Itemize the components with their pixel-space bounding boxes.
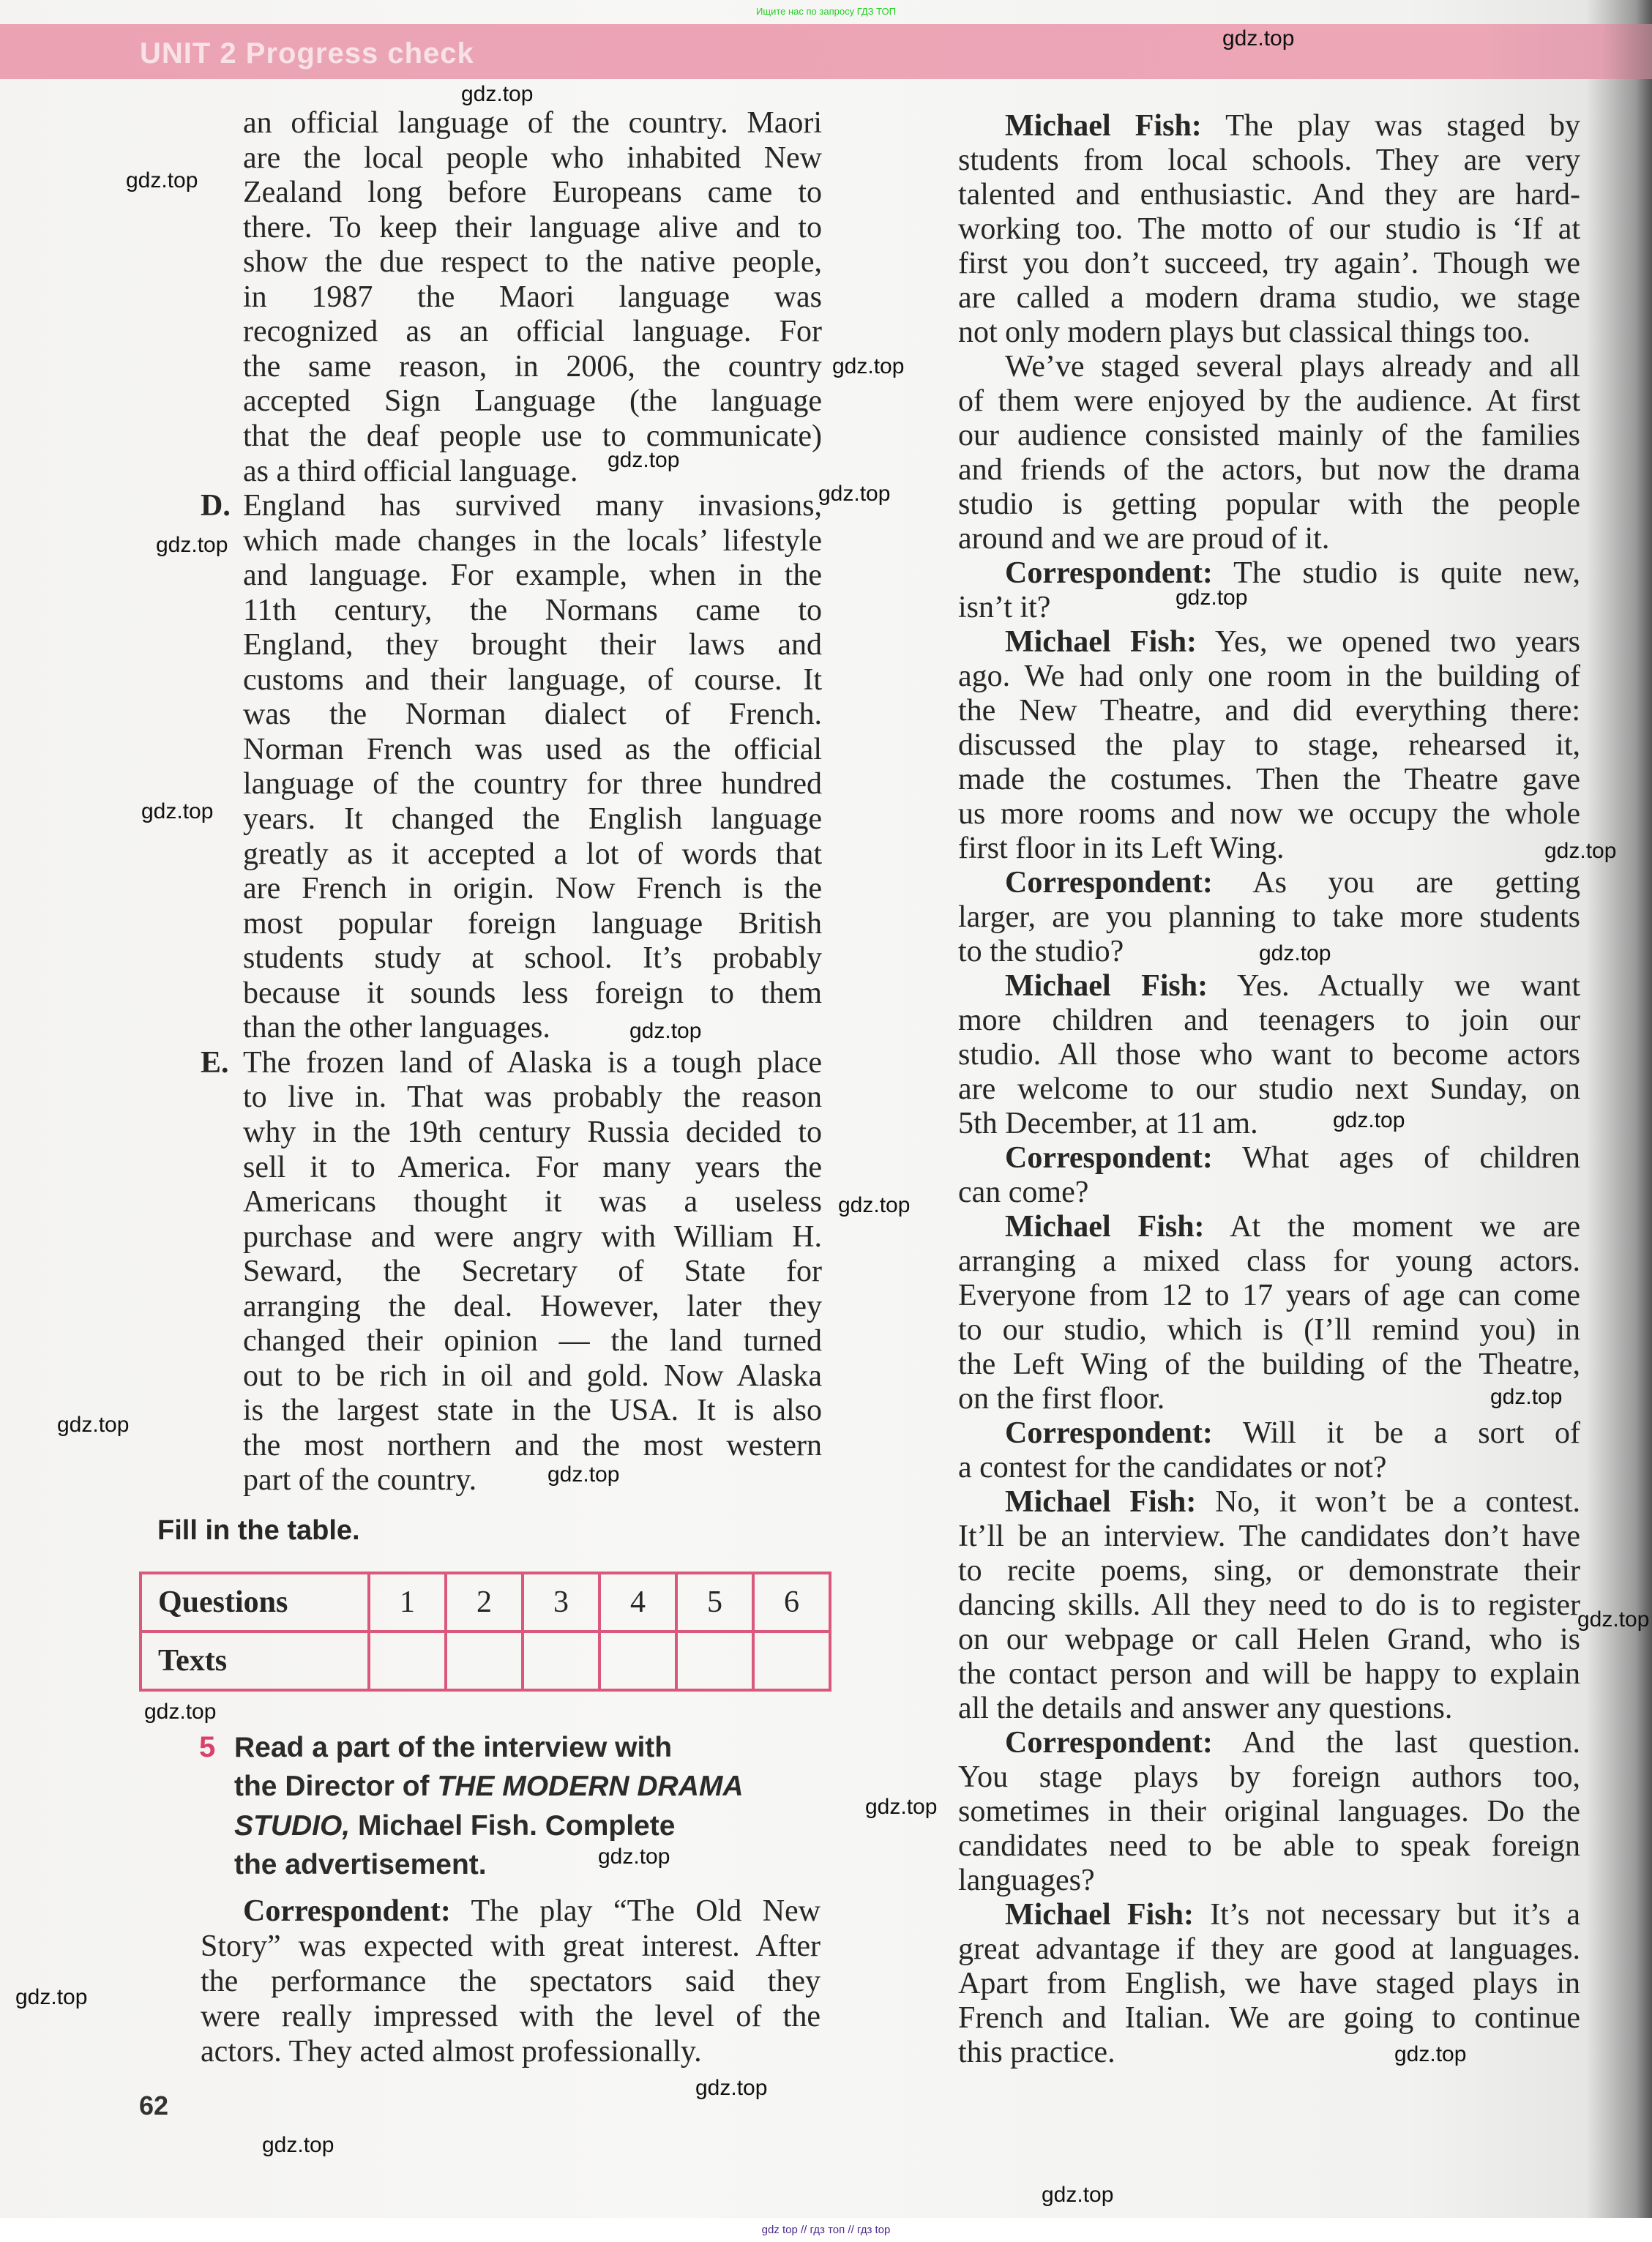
watermark-text: gdz.top (141, 799, 214, 823)
speaker-name: Michael Fish: (1005, 1210, 1205, 1244)
interview-line (1005, 349, 1580, 384)
text-line (243, 627, 822, 662)
text-line (243, 558, 822, 593)
line-text: students study at school. It’s probably (243, 941, 822, 976)
speaker-name: Michael Fish: (1005, 1485, 1197, 1519)
line-text: all the details and answer any questions. (958, 1692, 1453, 1725)
text-line (243, 697, 822, 732)
line-text: this practice. (958, 2036, 1115, 2069)
line-text: and friends of the actors, but now the drama (958, 453, 1580, 487)
text-answer-cell (446, 1632, 523, 1690)
interview-line (1005, 1140, 1580, 1176)
interview-line (201, 1999, 821, 2034)
interview-line (1005, 1484, 1580, 1520)
text-line (243, 801, 822, 837)
line-text: isn’t it? (958, 591, 1051, 624)
line-text: England, they brought their laws and (243, 628, 822, 662)
line-text: Will it be a sort of (1212, 1416, 1580, 1450)
text-line (243, 314, 822, 349)
text-line (243, 244, 822, 280)
text-line (243, 523, 822, 558)
line-text: Yes, we opened two years (1197, 625, 1580, 659)
text-line (243, 1010, 822, 1045)
text-line (243, 1080, 822, 1115)
speaker-name: Correspondent: (1005, 1726, 1213, 1760)
line-text: are the local people who inhabited New (243, 141, 822, 175)
interview-line (243, 1894, 821, 1929)
line-text: first you don’t succeed, try again’. Though we (958, 247, 1580, 280)
line-text: to our studio, which is (I’ll remind you) in (958, 1313, 1580, 1347)
line-text: purchase and were angry with William H. (243, 1219, 822, 1254)
interview-line (1005, 1209, 1580, 1244)
interview-line (958, 384, 1580, 419)
line-text: Apart from English, we have staged plays in (958, 1967, 1580, 2000)
text-line (243, 1323, 822, 1359)
question-cell: 1 (369, 1573, 446, 1632)
unit-header-band (0, 24, 1652, 79)
watermark-text: gdz.top (461, 82, 534, 106)
line-text: Yes. Actually we want (1208, 969, 1580, 1003)
watermark-text: gdz.top (695, 2076, 768, 2100)
speaker-name: Correspondent: (1005, 1416, 1213, 1450)
watermark-text: gdz.top (1490, 1385, 1563, 1409)
text-line (243, 941, 822, 976)
line-text: is the largest state in the USA. It is also (243, 1394, 822, 1428)
interview-line (958, 728, 1580, 763)
line-text: of them were enjoyed by the audience. At first (958, 384, 1580, 418)
watermark-text: gdz.top (156, 533, 228, 557)
line-text: ago. We had only one room in the building of (958, 659, 1580, 693)
line-text: first floor in its Left Wing. (958, 832, 1285, 865)
line-text: the Left Wing of the building of the Theatre, (958, 1348, 1580, 1381)
text-answer-cell (676, 1632, 753, 1690)
answer-table (139, 1572, 831, 1692)
text-line (243, 1045, 822, 1080)
line-text: and language. For example, when in the (243, 558, 822, 593)
line-text: to the studio? (958, 935, 1124, 968)
studio-name: THE MODERN DRAMA (437, 1771, 744, 1802)
exercise-number: 5 (199, 1731, 216, 1763)
speaker-name: Correspondent: (243, 1894, 451, 1928)
interview-line (958, 452, 1580, 487)
line-text: our audience consisted mainly of the families (958, 419, 1580, 452)
line-text: were really impressed with the level of the (201, 1999, 821, 2033)
line-text: What ages of children (1212, 1141, 1580, 1175)
line-text: the same reason, in 2006, the country (243, 349, 822, 384)
line-text: an official language of the country. Maori (243, 106, 822, 140)
line-text: studio. All those who want to become actors (958, 1038, 1580, 1072)
text-line (243, 349, 822, 384)
text-answer-cell (599, 1632, 676, 1690)
text-line (243, 732, 822, 767)
interview-line (958, 1347, 1580, 1382)
interview-line (1005, 1416, 1580, 1451)
interview-line (958, 246, 1580, 281)
text-line (243, 1219, 822, 1255)
line-text: made the costumes. Then the Theatre gave (958, 763, 1580, 796)
interview-line (958, 1106, 1580, 1141)
interview-line (958, 521, 1580, 556)
line-text: working too. The motto of our studio is ‘If at (958, 212, 1580, 246)
line-text: It’ll be an interview. The candidates don’t have (958, 1520, 1580, 1553)
line-text: are welcome to our studio next Sunday, on (958, 1072, 1580, 1106)
page-number: 62 (139, 2090, 169, 2120)
line-text: Americans thought it was a useless (243, 1185, 822, 1219)
interview-line (958, 212, 1580, 247)
line-text: can come? (958, 1176, 1089, 1209)
text-line (243, 1289, 822, 1324)
text-line (243, 662, 822, 698)
interview-line (958, 1519, 1580, 1554)
line-text: The studio is quite new, (1212, 556, 1580, 590)
line-text: to recite poems, sing, or demonstrate their (958, 1554, 1580, 1588)
interview-line (1005, 108, 1580, 143)
text-line (243, 1393, 822, 1428)
exercise-instruction-line (234, 1810, 675, 1842)
line-text: the contact person and will be happy to explain (958, 1657, 1580, 1691)
watermark-text: gdz.top (15, 1985, 88, 2009)
line-text: arranging a mixed class for young actors. (958, 1244, 1580, 1278)
interview-line (958, 280, 1580, 315)
watermark-text: gdz.top (1176, 586, 1248, 610)
question-cell: 2 (446, 1573, 523, 1632)
top-search-note: Ищите нас по запросу ГДЗ ТОП (756, 6, 896, 17)
line-text: larger, are you planning to take more students (958, 900, 1580, 934)
interview-line (958, 1175, 1580, 1210)
line-text: because it sounds less foreign to them (243, 976, 822, 1010)
interview-line (958, 1450, 1580, 1485)
texts-row (141, 1632, 830, 1690)
line-text: changed their opinion — the land turned (243, 1324, 822, 1359)
line-text: 5th December, at 11 am. (958, 1107, 1258, 1140)
texts-header: Texts (141, 1632, 369, 1690)
text-line (243, 210, 822, 245)
watermark-text: gdz.top (629, 1019, 702, 1043)
interview-line (958, 177, 1580, 212)
line-text: discussed the play to stage, rehearsed it, (958, 728, 1580, 762)
exercise-instruction-line: the advertisement. (234, 1849, 487, 1880)
text-line (243, 105, 822, 141)
unit-title: UNIT 2 Progress check (140, 37, 474, 70)
line-text: there. To keep their language alive and to (243, 210, 822, 244)
line-text: Zealand long before Europeans came to (243, 176, 822, 210)
section-label: D. (201, 489, 231, 523)
line-text: great advantage if they are good at languages. (958, 1932, 1580, 1966)
line-text: studio is getting popular with the people (958, 487, 1580, 521)
interview-line (958, 796, 1580, 832)
interview-line (958, 762, 1580, 797)
interview-line (958, 2035, 1580, 2070)
text-line (243, 280, 822, 315)
line-text: As you are getting (1212, 866, 1580, 900)
interview-line (958, 831, 1580, 866)
interview-line (1005, 968, 1580, 1004)
line-text: At the moment we are (1204, 1210, 1580, 1244)
interview-line (958, 693, 1580, 728)
line-text: are French in origin. Now French is the (243, 872, 822, 906)
speaker-name: Correspondent: (1005, 556, 1213, 590)
line-text: sell it to America. For many years the (243, 1150, 822, 1184)
exercise-instruction-line: Read a part of the interview with (234, 1732, 673, 1763)
speaker-name: Michael Fish: (1005, 109, 1202, 143)
line-text: not only modern plays but classical things too. (958, 315, 1530, 349)
line-text: to live in. That was probably the reason (243, 1080, 822, 1115)
table-instruction: Fill in the table. (157, 1515, 360, 1546)
interview-line (958, 1312, 1580, 1348)
line-text: most popular foreign language British (243, 906, 822, 941)
line-text: customs and their language, of course. It (243, 662, 822, 697)
interview-line (1005, 865, 1580, 900)
watermark-text: gdz.top (865, 1795, 938, 1819)
line-text: Seward, the Secretary of State for (243, 1255, 822, 1289)
footer-links: gdz top // гдз топ // гдз top (761, 2224, 891, 2236)
questions-header: Questions (141, 1573, 369, 1632)
watermark-text: gdz.top (598, 1845, 670, 1869)
interview-line (958, 1037, 1580, 1072)
interview-line (201, 1964, 821, 1999)
interview-line (958, 487, 1580, 522)
line-text: 11th century, the Normans came to (243, 593, 822, 627)
line-text: dancing skills. All they need to do is to register (958, 1588, 1580, 1622)
interview-line (958, 418, 1580, 453)
question-cell: 6 (753, 1573, 830, 1632)
line-text: The play was staged by (1201, 109, 1581, 143)
interview-line (958, 590, 1580, 625)
speaker-name: Michael Fish: (1005, 625, 1197, 659)
question-cell: 3 (523, 1573, 599, 1632)
text-line (243, 871, 822, 906)
line-text: And the last question. (1212, 1726, 1580, 1760)
interview-line (958, 1828, 1580, 1864)
line-text: candidates need to be able to speak foreign (958, 1829, 1580, 1863)
line-text: which made changes in the locals’ lifestyle (243, 523, 822, 558)
interview-line (958, 1553, 1580, 1588)
line-text: out to be rich in oil and gold. Now Alaska (243, 1359, 822, 1393)
text-line (243, 1150, 822, 1185)
interview-line (1005, 624, 1580, 659)
interview-line (201, 2034, 821, 2069)
watermark-text: gdz.top (1259, 941, 1331, 965)
line-text: more children and teenagers to join our (958, 1004, 1580, 1037)
interview-line (958, 1691, 1580, 1726)
text-line (243, 1428, 822, 1463)
instruction-text: the Director of (234, 1771, 438, 1802)
text-line (243, 454, 822, 489)
text-line (243, 1359, 822, 1394)
instruction-text: Michael Fish. Complete (350, 1810, 676, 1842)
line-text: It’s not necessary but it’s a (1193, 1898, 1580, 1932)
interview-line (958, 1863, 1580, 1898)
line-text: sometimes in their original languages. Do the (958, 1795, 1580, 1828)
line-text: in 1987 the Maori language was (243, 280, 822, 314)
interview-line (958, 1794, 1580, 1829)
line-text: the New Theatre, and did everything there: (958, 694, 1580, 728)
watermark-text: gdz.top (1333, 1108, 1405, 1132)
line-text: recognized as an official language. For (243, 315, 822, 349)
text-line (243, 837, 822, 872)
text-line (243, 1462, 822, 1498)
watermark-text: gdz.top (818, 482, 891, 506)
text-line (243, 419, 822, 454)
line-text: accepted Sign Language (the language (243, 384, 822, 419)
line-text: arranging the deal. However, later they (243, 1289, 822, 1323)
interview-line (958, 1003, 1580, 1038)
interview-line (1005, 1897, 1580, 1932)
interview-line (958, 2000, 1580, 2036)
studio-name: STUDIO, (234, 1810, 351, 1842)
interview-line (958, 1588, 1580, 1623)
watermark-text: gdz.top (1577, 1607, 1650, 1632)
interview-line (1005, 1725, 1580, 1760)
interview-line (958, 1244, 1580, 1279)
line-text: part of the country. (243, 1463, 477, 1498)
line-text: languages? (958, 1864, 1095, 1897)
interview-line (958, 1622, 1580, 1657)
exercise-instruction-line (234, 1771, 744, 1803)
text-line (243, 1115, 822, 1150)
line-text: language of the country for three hundred (243, 767, 822, 801)
line-text: Story” was expected with great interest. After (201, 1929, 821, 1963)
text-line (243, 766, 822, 801)
watermark-text: gdz.top (1394, 2042, 1467, 2066)
text-line (243, 384, 822, 419)
watermark-text: gdz.top (1042, 2183, 1114, 2207)
line-text: the performance the spectators said they (201, 1964, 821, 1998)
speaker-name: Michael Fish: (1005, 969, 1208, 1003)
text-line (243, 488, 822, 523)
line-text: on our webpage or call Helen Grand, who is (958, 1623, 1580, 1656)
interview-line (958, 659, 1580, 694)
interview-line (958, 1932, 1580, 1967)
line-text: as a third official language. (243, 454, 578, 488)
interview-line (958, 900, 1580, 935)
line-text: French and Italian. We are going to continue (958, 2001, 1580, 2035)
line-text: students from local schools. They are very (958, 143, 1580, 177)
watermark-text: gdz.top (144, 1700, 217, 1724)
interview-line (958, 1760, 1580, 1795)
text-line (243, 1254, 822, 1289)
speaker-name: Michael Fish: (1005, 1898, 1194, 1932)
line-text: was the Norman dialect of French. (243, 698, 822, 732)
line-text: No, it won’t be a contest. (1196, 1485, 1580, 1519)
interview-line (958, 1656, 1580, 1692)
watermark-text: gdz.top (262, 2133, 334, 2157)
line-text: We’ve staged several plays already and all (1005, 350, 1580, 384)
interview-line (958, 1072, 1580, 1107)
question-cell: 5 (676, 1573, 753, 1632)
interview-line (958, 315, 1580, 350)
interview-line (201, 1929, 821, 1964)
line-text: talented and enthusiastic. And they are hard- (958, 178, 1580, 212)
watermark-text: gdz.top (838, 1193, 911, 1217)
text-answer-cell (753, 1632, 830, 1690)
line-text: that the deaf people use to communicate) (243, 419, 822, 453)
watermark-text: gdz.top (57, 1413, 130, 1437)
line-text: You stage plays by foreign authors too, (958, 1760, 1580, 1794)
questions-row (141, 1573, 830, 1632)
interview-line (1005, 556, 1580, 591)
text-line (243, 1184, 822, 1219)
line-text: around and we are proud of it. (958, 522, 1330, 556)
watermark-text: gdz.top (126, 168, 198, 193)
text-line (243, 906, 822, 941)
interview-line (958, 1381, 1580, 1416)
section-label: E. (201, 1045, 229, 1080)
text-line (243, 593, 822, 628)
text-answer-cell (369, 1632, 446, 1690)
line-text: The frozen land of Alaska is a tough place (243, 1045, 822, 1080)
interview-line (958, 143, 1580, 178)
interview-line (958, 1966, 1580, 2001)
line-text: are called a modern drama studio, we stage (958, 281, 1580, 315)
watermark-text: gdz.top (832, 354, 905, 378)
line-text: greatly as it accepted a lot of words that (243, 837, 822, 871)
watermark-text: gdz.top (1222, 26, 1295, 51)
line-text: Everyone from 12 to 17 years of age can come (958, 1279, 1580, 1312)
text-answer-cell (523, 1632, 599, 1690)
line-text: actors. They acted almost professionally. (201, 2034, 702, 2069)
watermark-text: gdz.top (547, 1462, 620, 1487)
text-line (243, 175, 822, 210)
line-text: on the first floor. (958, 1382, 1165, 1416)
interview-line (958, 1278, 1580, 1313)
line-text: years. It changed the English language (243, 802, 822, 836)
question-cell: 4 (599, 1573, 676, 1632)
line-text: England has survived many invasions, (243, 489, 822, 523)
line-text: The play “The Old New (450, 1894, 821, 1928)
text-line (243, 141, 822, 176)
text-line (243, 976, 822, 1011)
line-text: than the other languages. (243, 1011, 550, 1045)
watermark-text: gdz.top (1544, 839, 1617, 863)
line-text: show the due respect to the native people, (243, 245, 822, 280)
line-text: the most northern and the most western (243, 1428, 822, 1462)
line-text: why in the 19th century Russia decided to (243, 1115, 822, 1149)
line-text: us more rooms and now we occupy the whole (958, 797, 1580, 831)
line-text: a contest for the candidates or not? (958, 1451, 1387, 1484)
watermark-text: gdz.top (608, 448, 680, 472)
speaker-name: Correspondent: (1005, 866, 1213, 900)
line-text: Norman French was used as the official (243, 732, 822, 766)
speaker-name: Correspondent: (1005, 1141, 1213, 1175)
